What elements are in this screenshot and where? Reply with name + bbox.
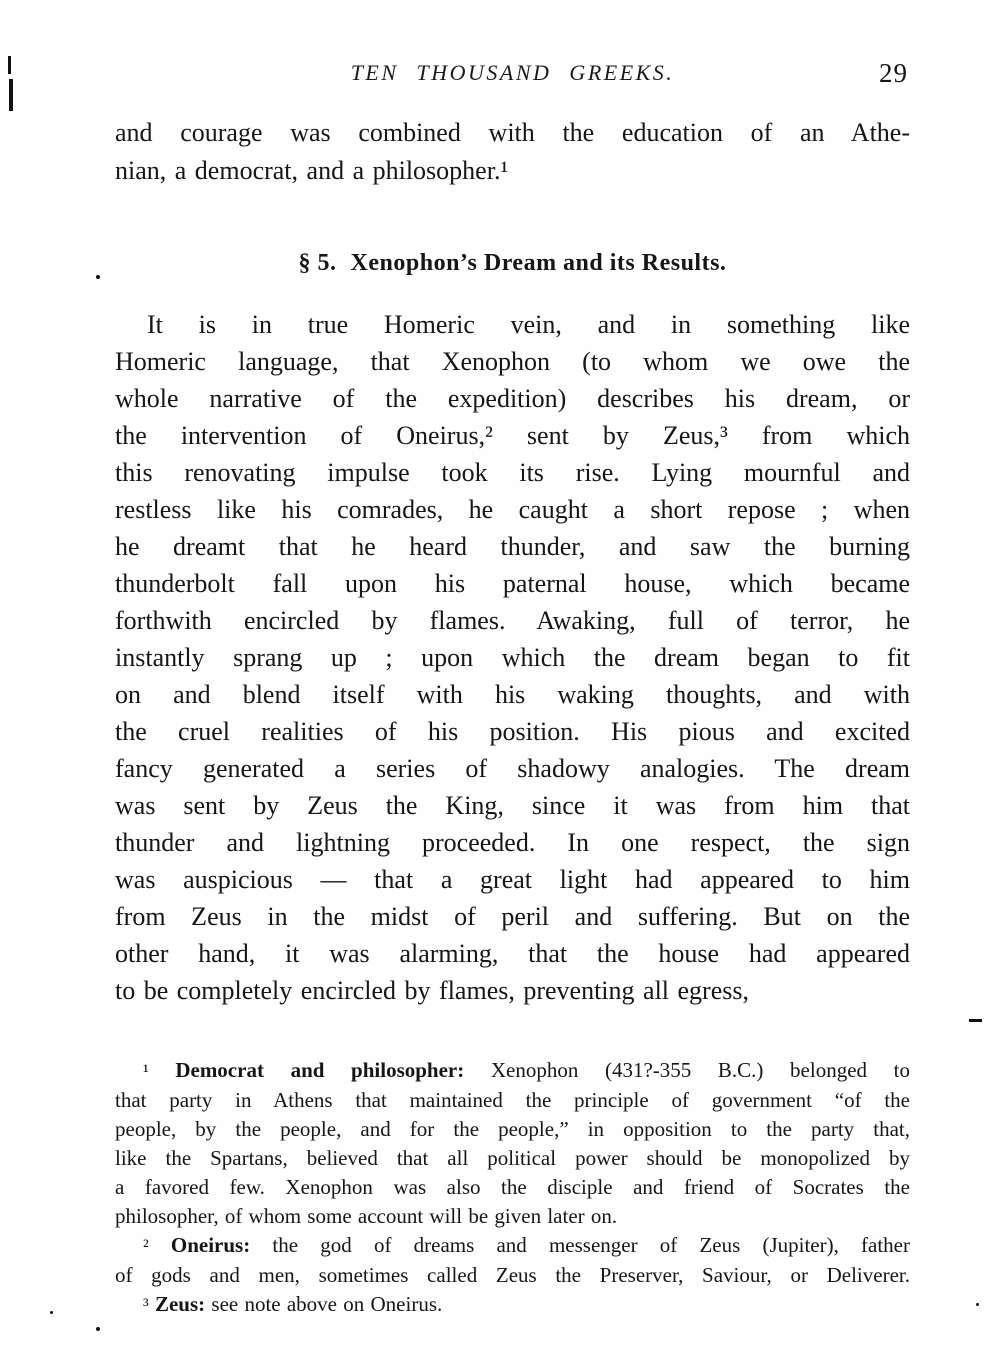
footnote-lead: Oneirus: [170,1233,251,1257]
body-line: instantly sprang up ; upon which the dream began to fit [115,643,910,672]
footnote-2-line: of gods and men, sometimes called Zeus the Preserver, Saviour, or Deliverer. [115,1263,910,1287]
scan-artifact-left-margin [8,56,11,74]
body-line: restless like his comrades, he caught a short repose ; when [115,495,910,524]
scan-artifact-dot [50,1311,53,1314]
section-heading [115,250,910,277]
scan-artifact-dot [96,275,100,279]
scan-artifact-dot [96,1327,100,1331]
footnote-marker: ² [143,1236,149,1257]
body-line: It is in true Homeric vein, and in something like [147,310,910,339]
body-line: from Zeus in the midst of peril and suffering. But on the [115,902,910,931]
body-line: whole narrative of the expedition) describes his dream, or [115,384,910,413]
footnote-text: see note above on Oneirus. [211,1292,443,1316]
body-line: thunder and lightning proceeded. In one respect, the sign [115,828,910,857]
body-line: this renovating impulse took its rise. Lying mournful and [115,458,910,487]
body-line: thunderbolt fall upon his paternal house, which became [115,569,910,598]
footnotes [115,1056,910,1320]
footnote-1-line [115,1056,910,1086]
scan-artifact-dot [976,1303,979,1306]
scan-artifact-dash [969,1019,982,1022]
intro-line: nian, a democrat, and a philosopher.¹ [115,156,509,185]
footnote-1-line: like the Spartans, believed that all political power should be monopolized by [115,1146,910,1170]
footnote-marker: ³ [143,1295,149,1316]
intro-line: and courage was combined with the education of an Athe- [115,118,910,147]
footnote-1-line: people, by the people, and for the people,” in opposition to the party that, [115,1117,910,1141]
main-paragraph [115,306,910,1009]
intro-paragraph [115,114,910,190]
scan-artifact-left-margin [9,79,13,111]
footnote-1-line: philosopher, of whom some account will be given later on. [115,1204,618,1228]
body-line: to be completely encircled by flames, preventing all egress, [115,976,749,1005]
body-line: the intervention of Oneirus,² sent by Zeus,³ from which [115,421,910,450]
footnote-3-line [115,1290,910,1320]
section-number: § 5. [298,250,337,276]
body-line: on and blend itself with his waking thoughts, and with [115,680,910,709]
footnote-2-line [115,1231,910,1261]
footnote-1-line: that party in Athens that maintained the principle of government “of the [115,1088,910,1112]
page-number: 29 [879,58,908,88]
body-line: was sent by Zeus the King, since it was from him that [115,791,910,820]
body-line: was auspicious — that a great light had appeared to him [115,865,910,894]
body-line: fancy generated a series of shadowy analogies. The dream [115,754,910,783]
footnote-lead: Democrat and philosopher: [175,1058,465,1082]
section-title: Xenophon’s Dream and its Results. [350,250,727,276]
running-title: TEN THOUSAND GREEKS. [350,60,675,85]
footnote-text: Xenophon (431?-355 B.C.) belonged to [490,1058,910,1082]
footnote-text: the god of dreams and messenger of Zeus (Jupiter), father [272,1233,910,1257]
body-line: the cruel realities of his position. His pious and excited [115,717,910,746]
footnote-marker: ¹ [143,1061,149,1082]
footnote-1-line: a favored few. Xenophon was also the disciple and friend of Socrates the [115,1175,910,1199]
body-line: other hand, it was alarming, that the house had appeared [115,939,910,968]
page-header [115,60,910,96]
body-line: he dreamt that he heard thunder, and saw the burning [115,532,910,561]
body-line: forthwith encircled by flames. Awaking, full of terror, he [115,606,910,635]
footnote-lead: Zeus: [154,1292,206,1316]
body-line: Homeric language, that Xenophon (to whom we owe the [115,347,910,376]
